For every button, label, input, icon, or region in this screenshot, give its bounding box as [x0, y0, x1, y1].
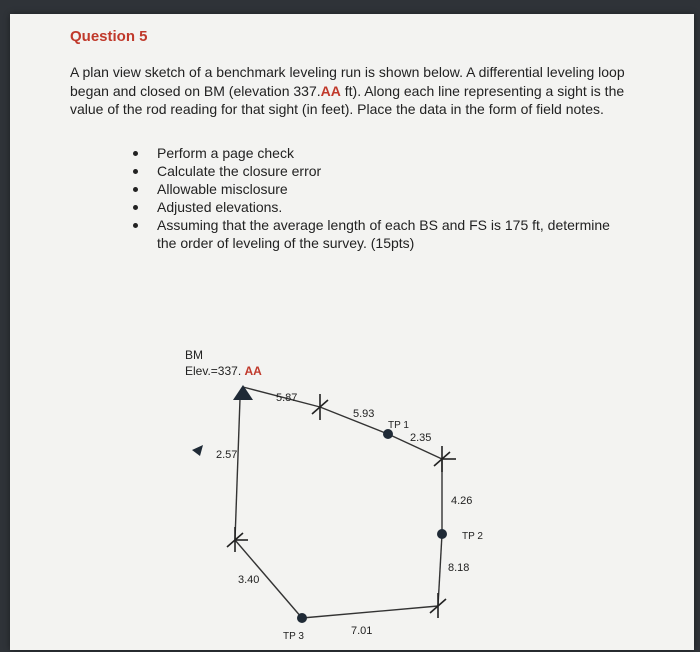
- sight-line-tp3-bm-fs: [235, 399, 240, 540]
- task-order-of-leveling: Assuming that the average length of each BS and FS is 175 ft, determine the order of leveling of the survey. (15pts): [130, 216, 630, 252]
- instrument-setup-icon: [434, 446, 456, 472]
- task-adjusted-elevations: Adjusted elevations.: [130, 198, 630, 216]
- reading-3-40: 3.40: [238, 574, 260, 586]
- question-title: Question 5: [70, 28, 148, 45]
- prompt-elevation-placeholder: AA: [320, 82, 341, 99]
- prompt-text-end: ft). Along each line representing a sight is the value of the rod reading for that sight (in feet). Place the data in the form of field notes.: [70, 82, 625, 117]
- instrument-setups: [227, 394, 456, 618]
- task-allowable-misclosure: Allowable misclosure: [130, 180, 630, 198]
- turning-point-tp3-icon: [297, 613, 307, 623]
- bm-elevation-label: [185, 364, 262, 378]
- question-sheet: [10, 14, 694, 650]
- turning-point-labels: [283, 420, 483, 642]
- reading-2-57: 2.57: [216, 449, 238, 461]
- arrow-marker-icon: [192, 445, 203, 456]
- reading-5-93: 5.93: [353, 408, 375, 420]
- bm-label: BM: [185, 348, 203, 362]
- bm-elevation-prefix: Elev.=337.: [185, 364, 245, 378]
- instrument-setup-icon: [312, 394, 328, 420]
- leveling-loop-sketch: [10, 14, 694, 650]
- sight-line-tp2-tp3-fs: [302, 606, 438, 618]
- task-page-check: Perform a page check: [130, 144, 630, 162]
- bm-elevation-placeholder: AA: [244, 364, 262, 378]
- benchmark-icon: [233, 385, 253, 400]
- rod-readings: [216, 392, 472, 637]
- instrument-setup-icon: [227, 527, 248, 552]
- reading-5-87: 5.87: [276, 392, 298, 404]
- instrument-setup-icon: [430, 593, 446, 618]
- loop-lines: [235, 387, 442, 618]
- tp1-label: TP 1: [388, 420, 409, 431]
- turning-point-tp2-icon: [437, 529, 447, 539]
- reading-4-26: 4.26: [451, 495, 473, 507]
- reading-7-01: 7.01: [351, 625, 373, 637]
- reading-8-18: 8.18: [448, 562, 470, 574]
- prompt-text-start: A plan view sketch of a benchmark leveling run is shown below. A differential leveling loop began and closed on BM (elevation 337.: [70, 64, 625, 99]
- tp3-label: TP 3: [283, 631, 304, 642]
- tp2-label: TP 2: [462, 531, 483, 542]
- task-closure-error: Calculate the closure error: [130, 162, 630, 180]
- reading-2-35: 2.35: [410, 432, 432, 444]
